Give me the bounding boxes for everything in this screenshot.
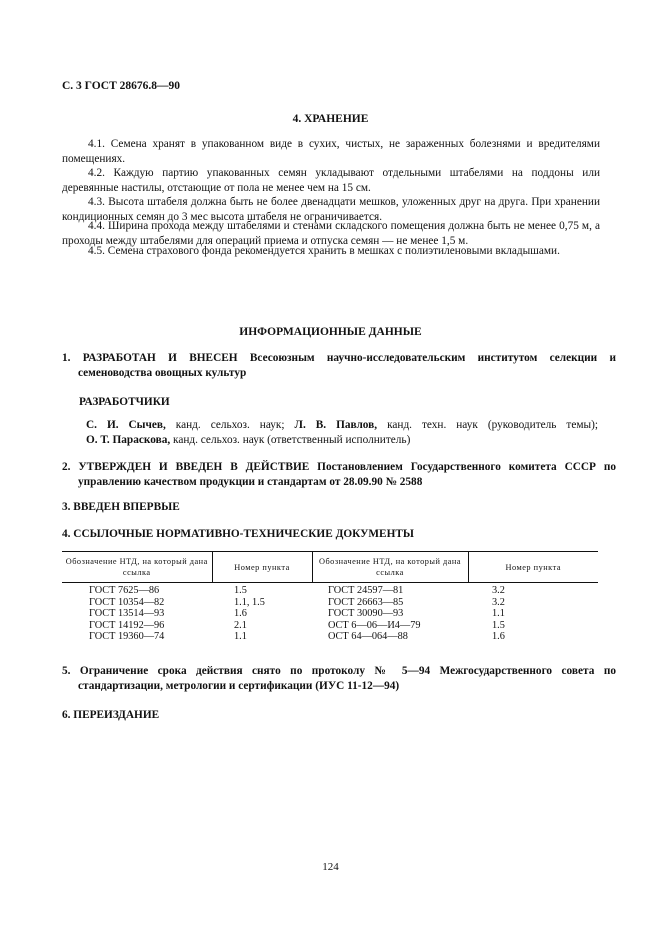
- table-cell: 3.2: [492, 596, 505, 608]
- table-cell: 1.6: [234, 608, 247, 619]
- table-cell: ГОСТ 26663—85: [328, 596, 404, 608]
- table-cell: ГОСТ 30090—93: [328, 608, 404, 619]
- info-item-5: 5. Ограничение срока действия снято по протоколу № 5—94 Межгосударственного совета по стандартизации, метрологии и сертификации (ИУС 11-12—94): [62, 665, 616, 692]
- developers-line-1: [86, 418, 598, 433]
- table-cell: 1.1, 1.5: [234, 596, 265, 608]
- developer-name-3: О. Т. Параскова,: [86, 434, 171, 446]
- table-row: [62, 583, 598, 597]
- table-cell: 3.2: [492, 585, 505, 596]
- table-cell: ГОСТ 19360—74: [89, 631, 165, 642]
- storage-paragraph-5: [62, 244, 600, 259]
- table-cell: 1.1: [492, 608, 505, 619]
- storage-paragraph-1: [62, 137, 600, 166]
- column-header-ntd-2: Обозначение НТД, на который дана ссылка: [312, 552, 468, 583]
- column-header-clause-1: Номер пункта: [212, 552, 312, 583]
- section-title-info: ИНФОРМАЦИОННЫЕ ДАННЫЕ: [239, 326, 422, 338]
- table-cell: 1.6: [492, 631, 505, 642]
- table-cell: ГОСТ 14192—96: [89, 619, 165, 631]
- developer-name-1: С. И. Сычев,: [86, 419, 166, 431]
- table-cell: ГОСТ 13514—93: [89, 608, 165, 619]
- table-header-row: [62, 552, 598, 583]
- table-row: [62, 597, 598, 609]
- table-row: [62, 608, 598, 620]
- table-cell: 1.1: [234, 631, 247, 642]
- info-item-2: 2. УТВЕРЖДЕН И ВВЕДЕН В ДЕЙСТВИЕ Постановлением Государственного комитета СССР по управлению качеством продукции и стандартам от 28.09.90 № 2588: [62, 461, 616, 488]
- info-item-4: 4. ССЫЛОЧНЫЕ НОРМАТИВНО-ТЕХНИЧЕСКИЕ ДОКУМЕНТЫ: [62, 528, 414, 540]
- storage-paragraph-2-text: 4.2. Каждую партию упакованных семян укладывают отдельными штабелями на поддоны или деревянные настилы, отстающие от пола не менее чем на 15 см.: [62, 167, 600, 194]
- table-cell: 1.5: [492, 619, 505, 631]
- page-header: С. 3 ГОСТ 28676.8—90: [62, 80, 181, 92]
- info-item-6: 6. ПЕРЕИЗДАНИЕ: [62, 709, 160, 721]
- table-cell: ОСТ 6—06—И4—79: [328, 619, 421, 631]
- page-number: 124: [322, 861, 339, 873]
- storage-paragraph-2: [62, 166, 600, 195]
- column-header-clause-2: Номер пункта: [468, 552, 598, 583]
- table-row: [62, 620, 598, 632]
- table-cell: ОСТ 64—064—88: [328, 631, 408, 642]
- storage-paragraph-4-text: 4.4. Ширина прохода между штабелями и стенами складского помещения должна быть не менее 0,75 м, а проходы между штабелями для операций приема и отпуска семян — не менее 1,5 м.: [62, 220, 600, 247]
- developers-line-2: [86, 433, 598, 448]
- info-item-1: 1. РАЗРАБОТАН И ВНЕСЕН Всесоюзным научно-исследовательским институтом селекции и семеноводства овощных культур: [62, 352, 616, 379]
- column-header-ntd-1: Обозначение НТД, на который дана ссылка: [62, 552, 212, 583]
- table-cell: ГОСТ 24597—81: [328, 585, 404, 596]
- reference-documents-table: [62, 551, 598, 643]
- storage-paragraph-3-text: 4.3. Высота штабеля должна быть не более двенадцати мешков, уложенных друг на друга. При хранении кондиционных семян до 3 мес высота штабеля не ограничивается.: [62, 196, 600, 223]
- section-title-storage: 4. ХРАНЕНИЕ: [292, 113, 369, 125]
- table-cell: ГОСТ 7625—86: [89, 585, 160, 596]
- table-row: [62, 631, 598, 643]
- table-cell: 2.1: [234, 619, 247, 631]
- table-cell: ГОСТ 10354—82: [89, 596, 165, 608]
- developer-role-3: канд. сельхоз. наук (ответственный исполнитель): [173, 434, 411, 446]
- info-item-3: 3. ВВЕДЕН ВПЕРВЫЕ: [62, 501, 180, 513]
- table-cell: 1.5: [234, 585, 247, 596]
- storage-paragraph-5-text: 4.5. Семена страхового фонда рекомендуется хранить в мешках с полиэтиленовыми вкладышами.: [88, 245, 560, 257]
- developer-name-2: Л. В. Павлов,: [294, 419, 378, 431]
- developer-role-2: канд. техн. наук (руководитель темы);: [387, 419, 599, 431]
- storage-paragraph-1-text: 4.1. Семена хранят в упакованном виде в сухих, чистых, не зараженных болезнями и вредителями помещениях.: [62, 138, 600, 165]
- developers-title: РАЗРАБОТЧИКИ: [79, 396, 170, 408]
- developer-role-1: канд. сельхоз. наук;: [175, 419, 285, 431]
